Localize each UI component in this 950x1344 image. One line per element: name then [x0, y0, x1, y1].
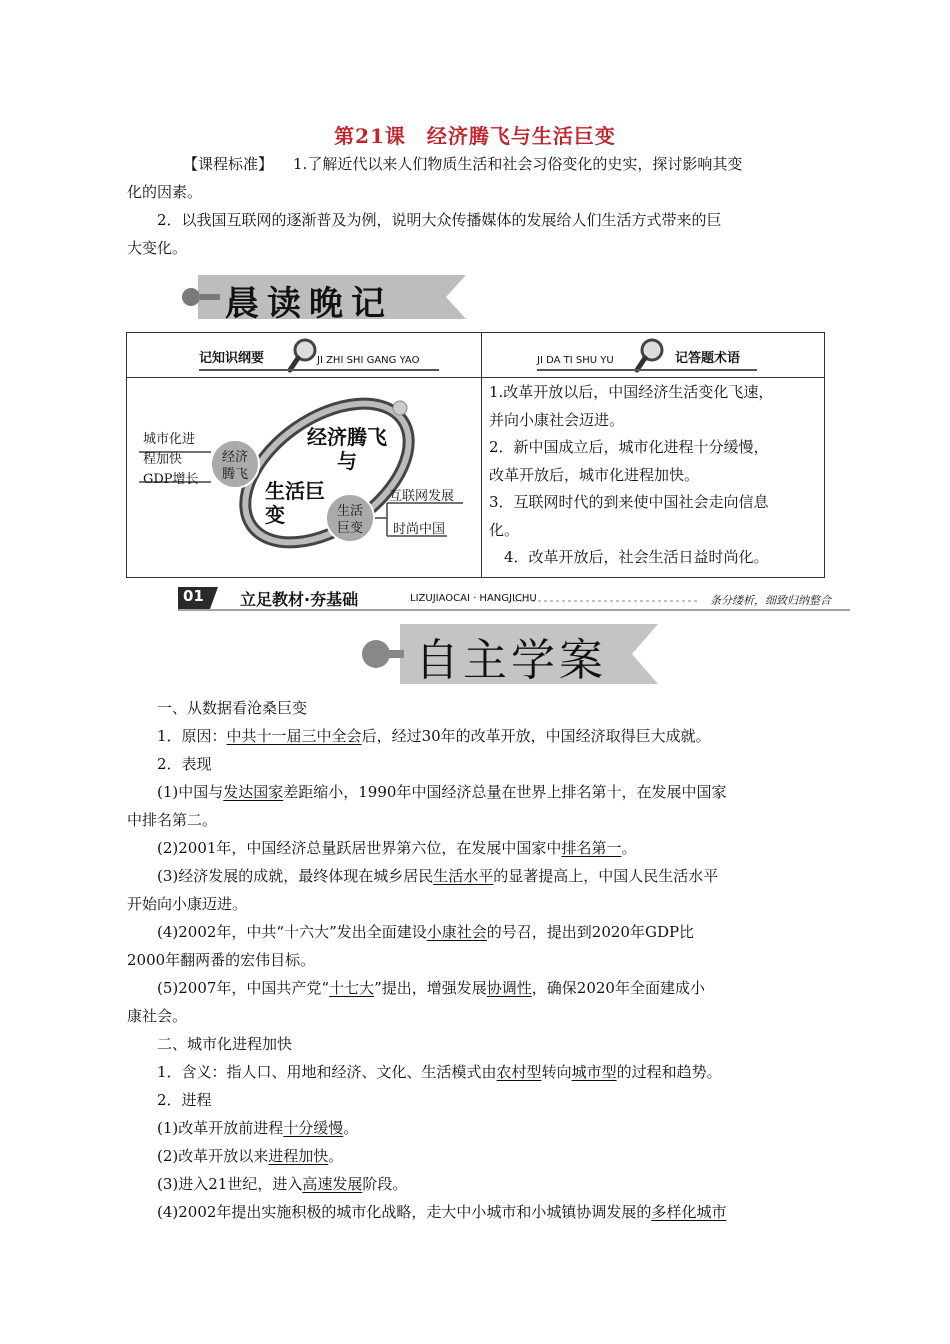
standard-line-1: 【课程标准】 1.了解近代以来人们物质生活和社会习俗变化的史实，探讨影响其变	[183, 155, 743, 173]
point-3: (3)经济发展的成就，最终体现在城乡居民生活水平的显著提高上，中国人民生活水平	[157, 867, 719, 885]
point-5b: 康社会。	[127, 1007, 188, 1025]
point-5: (5)2007年，中国共产党“十七大”提出，增强发展协调性，确保2020年全面建成小	[157, 979, 705, 997]
standard-line-2b: 大变化。	[127, 239, 188, 257]
right-label-2: 时尚中国	[393, 522, 446, 537]
process-3: (3)进入21世纪，进入高速发展阶段。	[157, 1175, 408, 1193]
right-label-1: 互联网发展	[389, 489, 455, 504]
left-label-1: 城市化进	[143, 432, 196, 447]
terms-list: 1.改革开放以后，中国经济生活变化飞速， 并向小康社会迈进。 2．新中国成立后，城市化进程十分缓慢， 改革开放后，城市化进程加快。 3．互联网时代的到来使中国社会走向信息 化。 4．改革开放后，社会生活日益时尚化。	[489, 383, 774, 566]
process-2: (2)改革开放以来进程加快。	[157, 1147, 344, 1165]
point-1b: 中排名第二。	[127, 811, 218, 829]
point-4b: 2000年翻两番的宏伟目标。	[127, 951, 316, 969]
knowledge-box	[126, 332, 825, 578]
left-label-2: 程加快	[143, 452, 183, 467]
process-4: (4)2002年提出实施积极的城市化战略，走大中小城市和小城镇协调发展的多样化城市	[157, 1203, 727, 1221]
right-header: 记答题术语	[675, 351, 741, 366]
standard-label: 【课程标准】	[183, 155, 274, 173]
performance-heading: 2．表现	[157, 755, 212, 773]
banner-morning-evening: 晨读晚记	[225, 284, 393, 324]
page-title: 第21课 经济腾飞与生活巨变	[334, 124, 616, 148]
node-life: 生活 巨变	[336, 504, 363, 536]
center-title-lower: 生活巨 变	[265, 479, 325, 527]
heading-1: 一、从数据看沧桑巨变	[157, 699, 308, 717]
magnifier-icon	[287, 337, 319, 373]
left-header: 记知识纲要	[199, 351, 265, 366]
standard-line-2: 2．以我国互联网的逐渐普及为例，说明大众传播媒体的发展给人们生活方式带来的巨	[157, 211, 722, 229]
point-2: (2)2001年，中国经济总量跃居世界第六位，在发展中国家中排名第一。	[157, 839, 637, 857]
heading-2: 二、城市化进程加快	[157, 1035, 293, 1053]
point-3b: 开始向小康迈进。	[127, 895, 248, 913]
definition-line: 1．含义：指人口、用地和经济、文化、生活模式由农村型转向城市型的过程和趋势。	[157, 1063, 722, 1081]
section-title: 立足教材·夯基础	[240, 590, 359, 609]
left-header-pinyin: JI ZHI SHI GANG YAO	[317, 355, 420, 366]
banner-self-study: 自主学案	[415, 635, 607, 686]
node-economy: 经济 腾飞	[221, 450, 248, 482]
process-heading: 2．进程	[157, 1091, 212, 1109]
section-num: 01	[183, 587, 204, 605]
point-4: (4)2002年，中共“十六大”发出全面建设小康社会的号召，提出到2020年GDP比	[157, 923, 695, 941]
cause-line: 1．原因：中共十一届三中全会后，经过30年的改革开放，中国经济取得巨大成就。	[157, 727, 711, 745]
left-label-3: GDP增长	[143, 472, 199, 487]
right-header-pinyin: JI DA TI SHU YU	[537, 355, 614, 366]
center-title: 经济腾飞 与	[307, 425, 387, 473]
standard-line-1b: 化的因素。	[127, 183, 203, 201]
section-tagline: 条分缕析，细致归纳整合	[710, 594, 831, 607]
process-1: (1)改革开放前进程十分缓慢。	[157, 1119, 359, 1137]
section-pinyin: LIZUJIAOCAI · HANGJICHU	[410, 593, 537, 604]
point-1: (1)中国与发达国家差距缩小，1990年中国经济总量在世界上排名第十，在发展中国家	[157, 783, 727, 801]
magnifier-icon	[634, 337, 666, 373]
